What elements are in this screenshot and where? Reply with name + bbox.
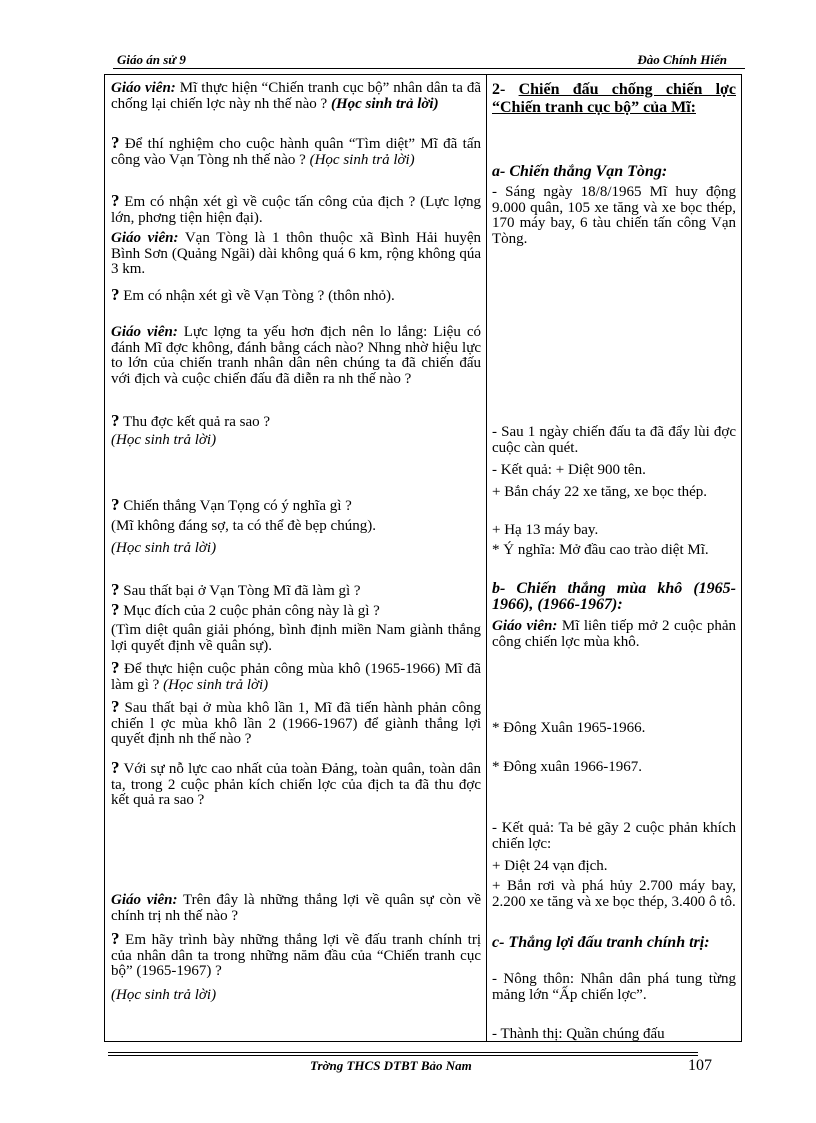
right-para: * Đông Xuân 1965-1966. [492, 720, 646, 736]
subheading: c- Thắng lợi đấu tranh chính trị: [492, 934, 710, 951]
right-para: - Sau 1 ngày chiến đấu ta đã đẩy lùi đợc cuộc càn quét. [492, 424, 736, 456]
left-para: (Mĩ không đáng sợ, ta có thể đè bẹp chúng). [111, 518, 376, 534]
right-para: + Bắn cháy 22 xe tăng, xe bọc thép. [492, 484, 708, 500]
header-right: Đào Chính Hiển [637, 52, 727, 67]
left-para: ? Với sự nỗ lực cao nhất của toàn Đảng, toàn quân, toàn dân ta, trong 2 cuộc phản kích chiến lợc của địch ta đã thu đợc kết quả ra sao ? [111, 758, 481, 808]
right-para: * Ý nghĩa: Mở đầu cao trào diệt Mĩ. [492, 542, 709, 558]
section-heading: 2- Chiến đấu chống chiến lợc “Chiến tranh cục bộ” của Mĩ: [492, 81, 736, 116]
left-para: Giáo viên: Vạn Tòng là 1 thôn thuộc xã Bình Hải huyện Bình Sơn (Quảng Ngãi) dài không quá 6 km, rộng không qúa 3 km. [111, 230, 481, 277]
left-para: ? Chiến thắng Vạn Tọng có ý nghĩa gì ? [111, 495, 352, 514]
subheading: a- Chiến thắng Vạn Tòng: [492, 163, 668, 180]
right-para: - Sáng ngày 18/8/1965 Mĩ huy động 9.000 quân, 105 xe tăng và xe bọc thép, 170 máy bay, 6 tàu chiến tấn công Vạn Tòng. [492, 184, 736, 247]
left-para: Giáo viên: Mĩ thực hiện “Chiến tranh cục bộ” nhân dân ta đã chống lại chiến lợc này nh thế nào ? (Học sinh trả lời) [111, 80, 481, 112]
page-header [113, 50, 745, 69]
right-para: - Kết quả: + Diệt 900 tên. [492, 462, 646, 478]
footer-school: Trờng THCS DTBT Bảo Nam [310, 1058, 472, 1073]
right-para: - Thành thị: Quần chúng đấu [492, 1027, 665, 1041]
left-para: ? Em hãy trình bày những thắng lợi về đấu tranh chính trị của nhân dân ta trong những năm đầu của “Chiến tranh cục bộ” (1965-1967) ? [111, 929, 481, 979]
left-para: Giáo viên: Lực lợng ta yếu hơn địch nên lo lắng: Liệu có đánh Mĩ đợc không, đánh bằng cách nào? Nhng nhờ hiệu lực to lớn của chiến tranh nhân dân nên chúng ta đã chiến đấu với địch và cuộc chiến đấu đã diễn ra nh thế nào ? [111, 324, 481, 387]
left-para: ? Sau thất bại ở Vạn Tòng Mĩ đã làm gì ? [111, 580, 361, 599]
right-para: * Đông xuân 1966-1967. [492, 759, 642, 775]
left-para: (Học sinh trả lời) [111, 540, 217, 556]
right-para: + Hạ 13 máy bay. [492, 522, 599, 538]
right-para: + Bắn rơi và phá hủy 2.700 máy bay, 2.200 xe tăng và xe bọc thép, 3.400 ô tô. [492, 878, 736, 910]
left-para: Giáo viên: Trên đây là những thắng lợi về quân sự còn về chính trị nh thế nào ? [111, 892, 481, 924]
left-para: ? Em có nhận xét gì về Vạn Tòng ? (thôn nhỏ). [111, 285, 395, 304]
left-para: ? Em có nhận xét gì về cuộc tấn công của địch ? (Lực lợng lớn, phơng tiện hiện đại). [111, 191, 481, 226]
subheading: b- Chiến thắng mùa khô (1965-1966), (1966-1967): [492, 580, 736, 613]
right-para: + Diệt 24 vạn địch. [492, 858, 608, 874]
left-para: ? Thu đợc kết quả ra sao ? [111, 411, 271, 430]
column-divider [486, 75, 487, 1041]
left-para: (Học sinh trả lời) [111, 987, 217, 1003]
left-para: (Tìm diệt quân giải phóng, bình định miền Nam giành thắng lợi quyết định về quân sự). [111, 622, 481, 654]
footer-rule [108, 1055, 698, 1056]
header-left: Giáo án sử 9 [117, 52, 186, 67]
right-para: - Kết quả: Ta bẻ gãy 2 cuộc phản khích chiến lợc: [492, 820, 736, 852]
right-para: Giáo viên: Mĩ liên tiếp mở 2 cuộc phản công chiến lợc mùa khô. [492, 618, 736, 650]
page-number: 107 [688, 1057, 712, 1074]
left-para: ? Sau thất bại ở mùa khô lần 1, Mĩ đã tiến hành phản công chiến l ợc mùa khô lần 2 (1966-1967) để giành thắng lợi quyết định nh thế nào ? [111, 697, 481, 747]
left-para: ? Mục đích của 2 cuộc phản công này là gì ? [111, 600, 380, 619]
right-para: - Nông thôn: Nhân dân phá tung từng mảng lớn “Ấp chiến lợc”. [492, 971, 736, 1003]
footer-rule [108, 1052, 698, 1053]
left-para: (Học sinh trả lời) [111, 432, 217, 448]
left-para: ? Để thực hiện cuộc phản công mùa khô (1965-1966) Mĩ đã làm gì ? (Học sinh trả lời) [111, 658, 481, 693]
lesson-table [104, 74, 742, 1042]
left-para: ? Để thí nghiệm cho cuộc hành quân “Tìm diệt” Mĩ đã tấn công vào Vạn Tòng nh thế nào ? (Học sinh trả lời) [111, 133, 481, 168]
